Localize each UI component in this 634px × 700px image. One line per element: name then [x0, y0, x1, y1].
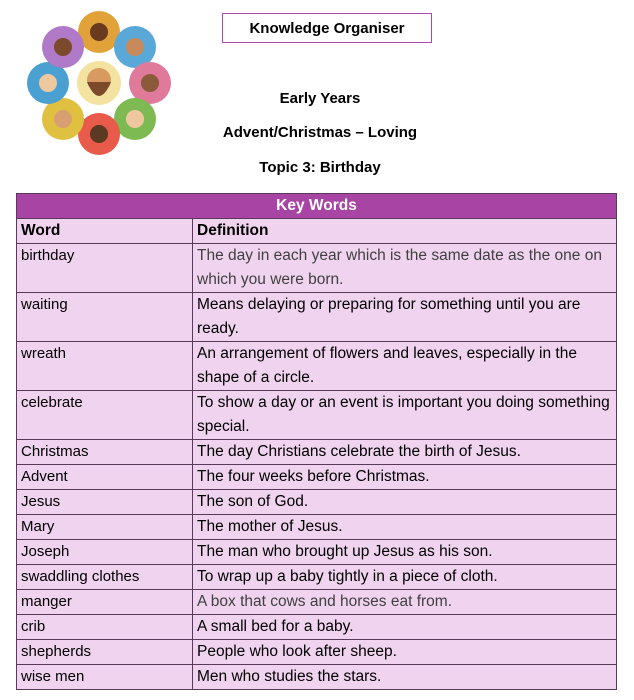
table-row [17, 440, 617, 465]
key-words-table [16, 193, 617, 690]
theme-heading: Advent/Christmas – Loving [222, 124, 418, 141]
definition-cell: The four weeks before Christmas. [193, 465, 617, 490]
word-cell: Mary [17, 515, 193, 540]
flower-of-children-logo-icon [26, 10, 172, 156]
definition-cell: The day Christians celebrate the birth of Jesus. [193, 440, 617, 465]
page-title: Knowledge Organiser [222, 13, 432, 43]
column-header-definition: Definition [193, 219, 617, 244]
column-header-word: Word [17, 219, 193, 244]
year-group-heading: Early Years [279, 90, 361, 107]
word-cell: Joseph [17, 540, 193, 565]
table-row [17, 293, 617, 342]
definition-cell: The mother of Jesus. [193, 515, 617, 540]
table-row [17, 465, 617, 490]
word-cell: birthday [17, 244, 193, 293]
definition-cell: The day in each year which is the same date as the one on which you were born. [193, 244, 617, 293]
word-cell: manger [17, 590, 193, 615]
word-cell: shepherds [17, 640, 193, 665]
table-row [17, 515, 617, 540]
word-cell: celebrate [17, 391, 193, 440]
definition-cell: Men who studies the stars. [193, 665, 617, 690]
word-cell: swaddling clothes [17, 565, 193, 590]
word-cell: waiting [17, 293, 193, 342]
word-cell: crib [17, 615, 193, 640]
table-caption: Key Words [17, 194, 617, 219]
table-header-row [17, 219, 617, 244]
definition-cell: People who look after sheep. [193, 640, 617, 665]
word-cell: Advent [17, 465, 193, 490]
definition-cell: The man who brought up Jesus as his son. [193, 540, 617, 565]
topic-heading: Topic 3: Birthday [259, 159, 381, 176]
definition-cell: A box that cows and horses eat from. [193, 590, 617, 615]
table-row [17, 615, 617, 640]
definition-cell: Means delaying or preparing for something until you are ready. [193, 293, 617, 342]
word-cell: Christmas [17, 440, 193, 465]
table-row [17, 640, 617, 665]
table-row [17, 490, 617, 515]
definition-cell: To show a day or an event is important you doing something special. [193, 391, 617, 440]
definition-cell: To wrap up a baby tightly in a piece of cloth. [193, 565, 617, 590]
word-cell: Jesus [17, 490, 193, 515]
definition-cell: A small bed for a baby. [193, 615, 617, 640]
definition-cell: An arrangement of flowers and leaves, especially in the shape of a circle. [193, 342, 617, 391]
table-row [17, 342, 617, 391]
table-row [17, 565, 617, 590]
table-row [17, 665, 617, 690]
table-row [17, 244, 617, 293]
table-row [17, 540, 617, 565]
table-row [17, 590, 617, 615]
table-row [17, 391, 617, 440]
word-cell: wise men [17, 665, 193, 690]
word-cell: wreath [17, 342, 193, 391]
definition-cell: The son of God. [193, 490, 617, 515]
